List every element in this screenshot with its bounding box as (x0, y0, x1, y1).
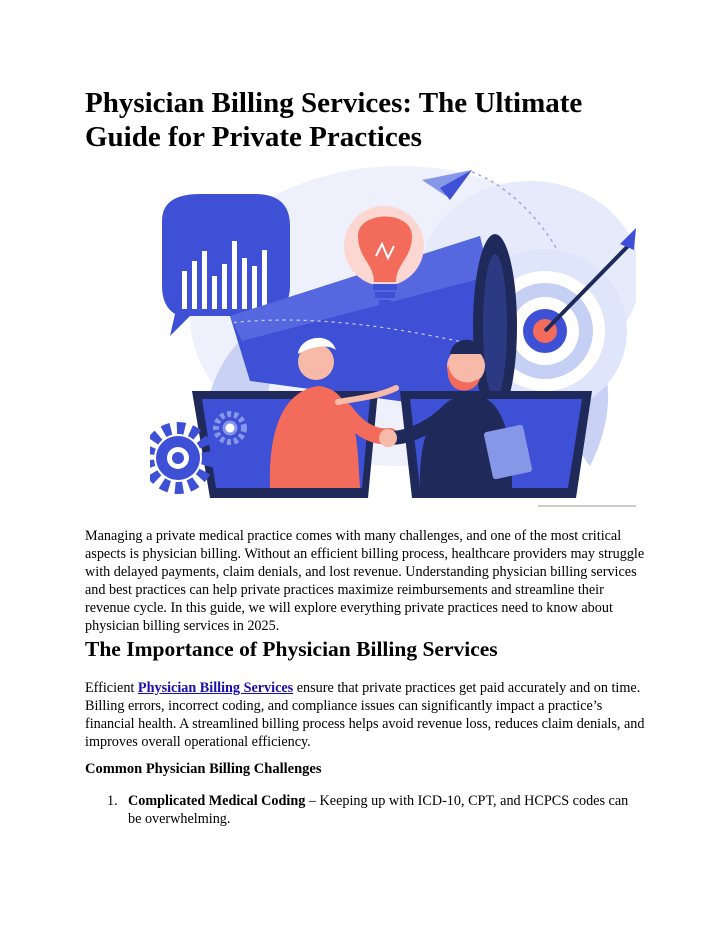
challenges-list (85, 792, 645, 828)
importance-paragraph (85, 679, 645, 751)
lead-word: Efficient (85, 680, 135, 696)
handshake-icon (379, 429, 397, 447)
intro-paragraph: Managing a private medical practice comes with many challenges, and one of the most critical aspects is physician billing. Without an efficient billing process, healthcare providers may struggle with delayed payments, claim denials, and lost revenue. Understanding physician billing services and best practices can help private practices maximize reimbursements and streamline their revenue cycle. In this guide, we will explore everything private practices need to know about physician billing services in 2025. (85, 528, 645, 634)
hero-illustration (150, 166, 636, 508)
importance-body: ensure that private practices get paid accurately and on time. Billing errors, incorrect coding, and compliance issues can significantly impact a practice’s financial health. A streamlined billing process helps avoid revenue loss, reduces claim denials, and improves overall operational efficiency. (85, 680, 645, 750)
list-item-text: – Keeping up with ICD-10, CPT, and HCPCS codes can be overwhelming. (128, 793, 629, 827)
section-heading-challenges: Common Physician Billing Challenges (85, 761, 322, 777)
list-item-number: 1. (107, 793, 118, 809)
list-item (85, 792, 645, 828)
section-heading-importance: The Importance of Physician Billing Services (85, 637, 498, 661)
physician-billing-services-link[interactable]: Physician Billing Services (137, 680, 294, 696)
list-item-title: Complicated Medical Coding (128, 793, 306, 809)
page-title: Physician Billing Services: The Ultimate Guide for Private Practices (85, 87, 583, 153)
